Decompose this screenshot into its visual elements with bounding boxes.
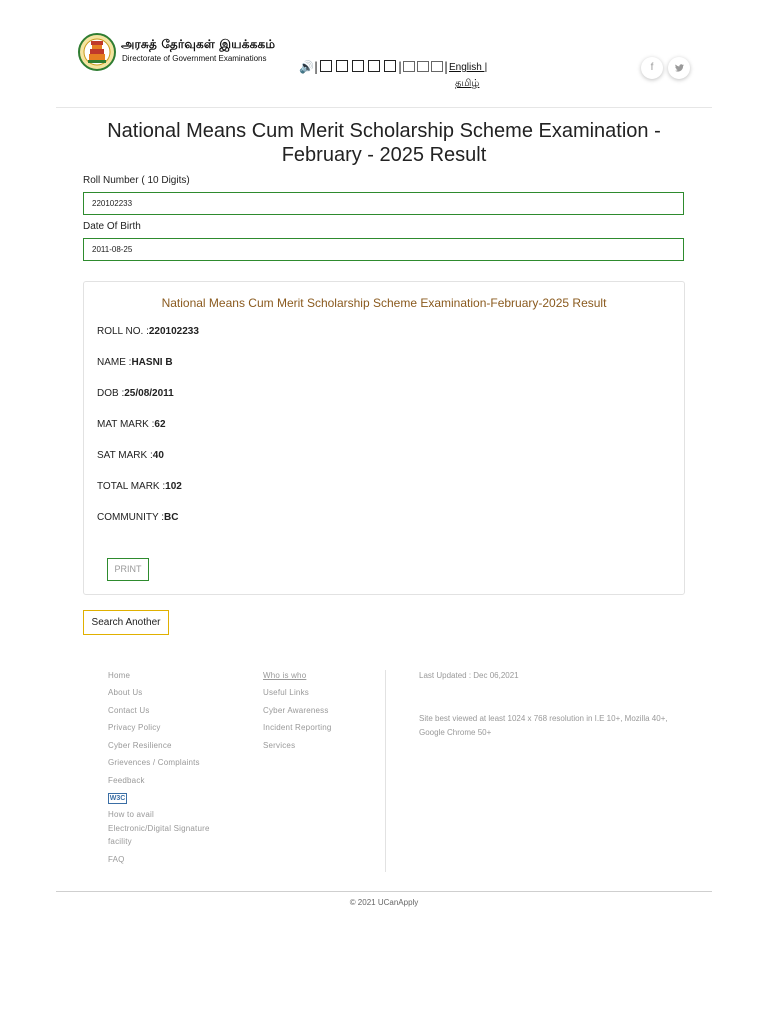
footer-link-grievences[interactable]: Grievences / Complaints (108, 758, 200, 767)
brand-title-english: Directorate of Government Examinations (122, 54, 267, 63)
result-value: 40 (152, 450, 164, 461)
footer-link-signature-line3[interactable]: facility (108, 837, 132, 846)
result-label: DOB : (97, 388, 125, 399)
footer-link-contact-us[interactable]: Contact Us (108, 706, 150, 715)
search-another-button[interactable]: Search Another (83, 610, 169, 635)
footer-link-signature-line2[interactable]: Electronic/Digital Signature (108, 824, 210, 833)
footer-column-divider (385, 670, 386, 872)
date-of-birth-label: Date Of Birth (83, 221, 141, 232)
font-size-increase-button[interactable] (431, 61, 443, 72)
accessibility-option[interactable] (320, 60, 332, 72)
twitter-bird-icon (675, 64, 684, 72)
result-row-community (97, 512, 179, 523)
result-row-name (97, 357, 173, 368)
best-viewed-text: Site best viewed at least 1024 x 768 resolution in I.E 10+, Mozilla 40+, Google Chrome 50+ (419, 714, 668, 737)
accessibility-toolbar: 🔊| | | (299, 60, 449, 74)
footer-divider (56, 891, 712, 892)
speaker-icon[interactable]: 🔊 (299, 60, 314, 74)
footer-link-cyber-awareness[interactable]: Cyber Awareness (263, 706, 329, 715)
result-value: 102 (165, 481, 182, 492)
footer-link-faq[interactable]: FAQ (108, 855, 125, 864)
footer-link-useful-links[interactable]: Useful Links (263, 688, 309, 697)
roll-number-input[interactable]: 220102233 (83, 192, 684, 215)
result-label: NAME : (97, 357, 132, 368)
result-card (83, 281, 685, 595)
last-updated-text: Last Updated : Dec 06,2021 (419, 671, 519, 680)
footer-link-who-is-who[interactable]: Who is who (263, 671, 307, 680)
tamil-nadu-emblem-logo[interactable] (78, 31, 116, 73)
result-value: 220102233 (148, 326, 199, 337)
accessibility-option[interactable] (336, 60, 348, 72)
copyright-text: © 2021 UCanApply (349, 898, 419, 907)
facebook-icon[interactable]: f (641, 57, 663, 79)
footer-link-about-us[interactable]: About Us (108, 688, 143, 697)
print-button[interactable]: PRINT (107, 558, 149, 581)
site-header (0, 0, 768, 108)
result-row-dob (97, 388, 174, 399)
result-value: 25/08/2011 (124, 388, 174, 399)
font-size-reset-button[interactable] (417, 61, 429, 72)
result-card-title: National Means Cum Merit Scholarship Scheme Examination-February-2025 Result (161, 296, 607, 310)
result-value: HASNI B (131, 357, 173, 368)
result-row-sat-mark (97, 450, 164, 461)
result-row-mat-mark (97, 419, 166, 430)
result-label: SAT MARK : (97, 450, 153, 461)
footer-link-home[interactable]: Home (108, 671, 131, 680)
footer-link-services[interactable]: Services (263, 741, 296, 750)
footer-link-incident-reporting[interactable]: Incident Reporting (263, 723, 332, 732)
footer-link-cyber-resilience[interactable]: Cyber Resilience (108, 741, 172, 750)
brand-title-tamil: அரசுத் தேர்வுகள் இயக்ககம் (121, 37, 276, 51)
footer-link-signature-line1[interactable]: How to avail (108, 810, 154, 819)
w3c-badge[interactable]: W3C (109, 795, 126, 802)
result-row-roll-no (97, 326, 199, 337)
accessibility-option[interactable] (352, 60, 364, 72)
language-english-link[interactable]: English | (449, 62, 488, 73)
font-size-decrease-button[interactable] (403, 61, 415, 72)
result-label: COMMUNITY : (97, 512, 165, 523)
page-title: National Means Cum Merit Scholarship Scheme Examination - February - 2025 Result (107, 120, 661, 166)
footer-link-privacy-policy[interactable]: Privacy Policy (108, 723, 161, 732)
roll-number-label: Roll Number ( 10 Digits) (83, 175, 190, 186)
result-value: 62 (154, 419, 166, 430)
result-label: MAT MARK : (97, 419, 155, 430)
footer-link-feedback[interactable]: Feedback (108, 776, 145, 785)
twitter-icon[interactable] (668, 57, 690, 79)
result-row-total-mark (97, 481, 182, 492)
header-divider (56, 107, 712, 108)
result-value: BC (164, 512, 179, 523)
accessibility-option[interactable] (368, 60, 380, 72)
accessibility-option[interactable] (384, 60, 396, 72)
result-label: ROLL NO. : (97, 326, 149, 337)
language-tamil-link[interactable]: தமிழ் (455, 78, 480, 89)
result-label: TOTAL MARK : (97, 481, 166, 492)
date-of-birth-input[interactable]: 2011-08-25 (83, 238, 684, 261)
